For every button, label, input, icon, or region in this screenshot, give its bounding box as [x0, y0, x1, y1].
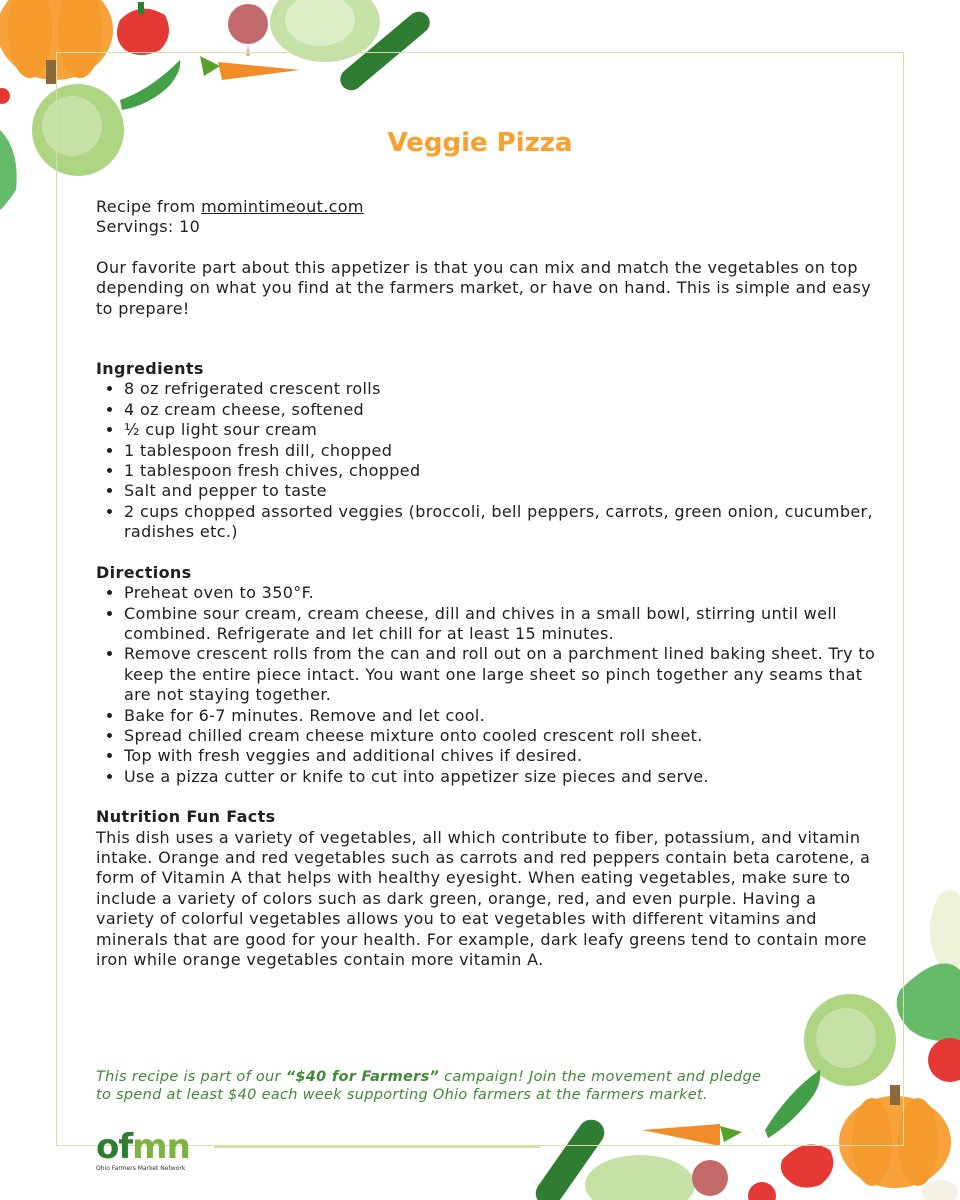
- servings: Servings: 10: [96, 217, 201, 237]
- tomato-icon: [928, 1038, 960, 1082]
- recipe-title: Veggie Pizza: [387, 128, 573, 158]
- list-item: • Spread chilled cream cheese mixture onto cooled crescent roll sheet.: [124, 726, 876, 746]
- onion-icon: [692, 1160, 728, 1196]
- list-item: • Top with fresh veggies and additional chives if desired.: [124, 746, 876, 766]
- list-item: • ½ cup light sour cream: [124, 420, 876, 440]
- bell-pepper-icon: [781, 1144, 833, 1187]
- tomato-icon: [748, 1182, 776, 1200]
- list-item: • Remove crescent rolls from the can and roll out on a parchment lined baking sheet. Try to keep the entire piece intact. You want one large sheet so pinch together any seams that are not staying together.: [124, 644, 876, 705]
- lettuce-icon: [585, 1155, 695, 1200]
- campaign-note: [96, 1068, 776, 1104]
- directions-list: [96, 583, 876, 787]
- list-item: • Bake for 6-7 minutes. Remove and let cool.: [124, 706, 876, 726]
- nutrition-heading: Nutrition Fun Facts: [96, 807, 276, 827]
- recipe-source-link[interactable]: momintimeout.com: [201, 197, 364, 216]
- logo-subtitle: Ohio Farmers Market Network: [96, 1165, 186, 1172]
- footer-divider: [214, 1146, 540, 1148]
- list-item: • Salt and pepper to taste: [124, 481, 876, 501]
- recipe-source-label: Recipe from: [96, 197, 202, 216]
- list-item: • Preheat oven to 350°F.: [124, 583, 876, 603]
- logo-letters: ofmn: [96, 1127, 190, 1167]
- bell-pepper-icon: [117, 2, 169, 55]
- campaign-name: “$40 for Farmers”: [285, 1069, 440, 1085]
- onion-icon: [228, 4, 268, 56]
- directions-heading: Directions: [96, 562, 192, 582]
- list-item: • 2 cups chopped assorted veggies (broccoli, bell peppers, carrots, green onion, cucumber, radishes etc.): [124, 502, 876, 543]
- recipe-source: [96, 197, 876, 217]
- list-item: • 4 oz cream cheese, softened: [124, 400, 876, 420]
- list-item: • Use a pizza cutter or knife to cut into appetizer size pieces and serve.: [124, 767, 876, 787]
- recipe-content: [96, 197, 876, 970]
- list-item: • Combine sour cream, cream cheese, dill and chives in a small bowl, stirring until well combined. Refrigerate and let chill for at least 15 minutes.: [124, 604, 876, 645]
- recipe-intro: Our favorite part about this appetizer is that you can mix and match the vegetables on top depending on what you find at the farmers market, or have on hand. This is simple and easy to prepare!: [96, 257, 872, 318]
- list-item: • 1 tablespoon fresh chives, chopped: [124, 461, 876, 481]
- leafy-greens-icon: [897, 963, 960, 1041]
- campaign-note-part2: campaign! Join the movement and pledge to spend at least $40 each week supporting Ohio farmers at the farmers market.: [96, 1069, 762, 1103]
- ofmn-logo: [96, 1127, 206, 1190]
- ingredients-heading: Ingredients: [96, 359, 204, 379]
- ingredients-list: [96, 379, 876, 542]
- onion-icon: [930, 890, 960, 970]
- list-item: • 1 tablespoon fresh dill, chopped: [124, 441, 876, 461]
- garlic-icon: [922, 1180, 958, 1200]
- list-item: • 8 oz refrigerated crescent rolls: [124, 379, 876, 399]
- nutrition-text: This dish uses a variety of vegetables, all which contribute to fiber, potassium, and vitamin intake. Orange and red vegetables such as carrots and red peppers contain beta carotene, a form of Vitamin A that helps with healthy eyesight. When eating vegetables, make sure to include a variety of colors such as dark green, orange, red, and even purple. Having a variety of colorful vegetables allows you to eat vegetables with different vitamins and minerals that are good for your health. For example, dark leafy greens tend to contain more iron while orange vegetables contain more vitamin A.: [96, 827, 871, 969]
- campaign-note-part1: This recipe is part of our: [96, 1069, 286, 1085]
